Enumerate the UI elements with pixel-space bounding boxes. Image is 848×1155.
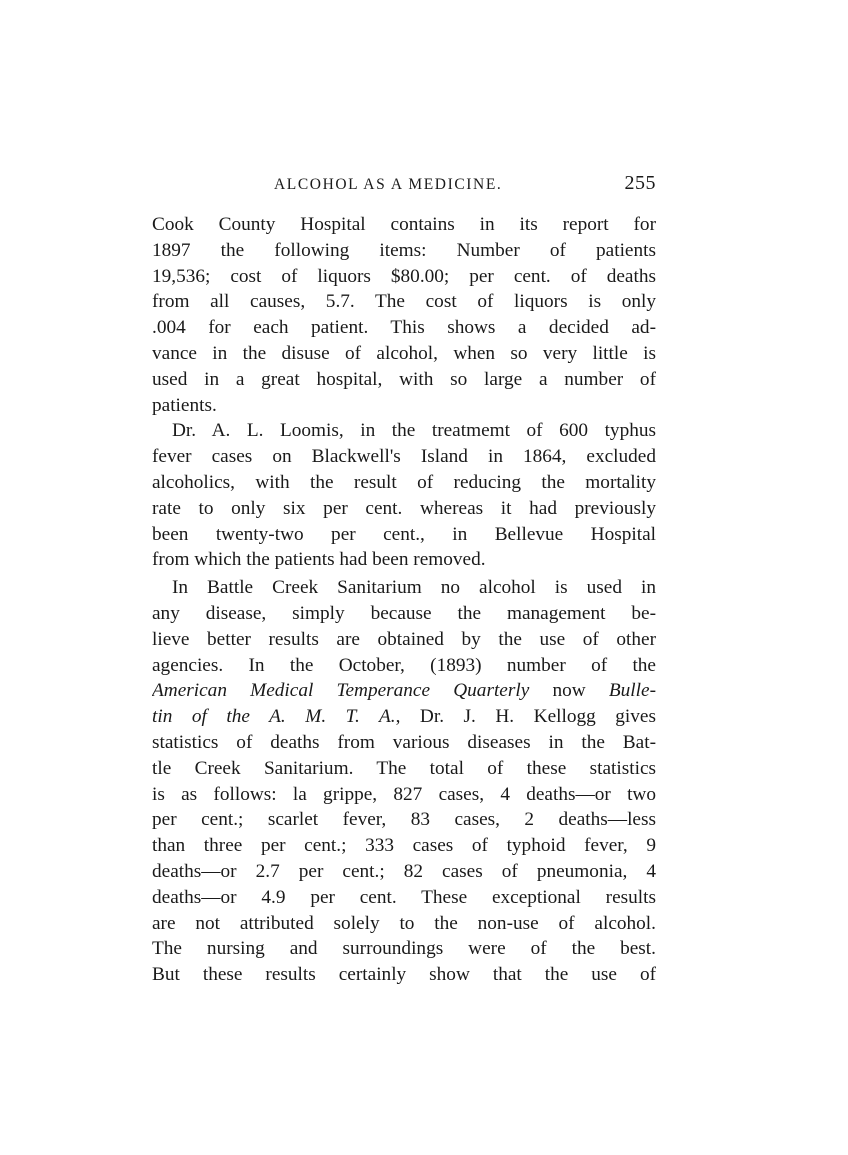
text-line: tle Creek Sanitarium. The total of these statistics — [152, 757, 656, 779]
kellogg-reference: , Dr. J. H. Kellogg gives — [395, 706, 656, 728]
text-line: from which the patients had been removed. — [152, 549, 486, 571]
text-line: are not attributed solely to the non-use of alcohol. — [152, 912, 656, 934]
text-line: deaths—or 2.7 per cent.; 82 cases of pneumonia, 4 — [152, 860, 656, 882]
text-line: statistics of deaths from various diseases in the Bat- — [152, 731, 656, 753]
text-line: than three per cent.; 333 cases of typhoid fever, 9 — [152, 835, 656, 857]
paragraph-battle-creek — [152, 575, 656, 988]
text-line: lieve better results are obtained by the use of other — [152, 628, 656, 650]
text-line-journal-continued — [152, 704, 656, 730]
text-line: 1897 the following items: Number of patients — [152, 239, 656, 261]
body-text — [152, 212, 656, 988]
text-line: .004 for each patient. This shows a decided ad- — [152, 317, 656, 339]
text-line: agencies. In the October, (1893) number of the — [152, 654, 656, 676]
text-line: vance in the disuse of alcohol, when so very little is — [152, 342, 656, 364]
text-line: used in a great hospital, with so large a number of — [152, 368, 656, 390]
text-line: In Battle Creek Sanitarium no alcohol is used in — [172, 577, 656, 599]
text-line: rate to only six per cent. whereas it had previously — [152, 497, 656, 519]
text-line: per cent.; scarlet fever, 83 cases, 2 deaths—less — [152, 809, 656, 831]
text-line: alcoholics, with the result of reducing the mortality — [152, 471, 656, 493]
journal-new-title-end: tin of the A. M. T. A. — [152, 706, 396, 728]
text-line: The nursing and surroundings were of the best. — [152, 938, 656, 960]
running-head: ALCOHOL AS A MEDICINE. — [274, 176, 503, 193]
page-number: 255 — [624, 172, 656, 194]
text-line: from all causes, 5.7. The cost of liquors is only — [152, 291, 656, 313]
text-line: any disease, simply because the management be- — [152, 602, 656, 624]
text-line: been twenty-two per cent., in Bellevue Hospital — [152, 523, 656, 545]
journal-connector: now — [529, 680, 609, 702]
text-line: 19,536; cost of liquors $80.00; per cent. of deaths — [152, 265, 656, 287]
page-header — [152, 172, 656, 200]
journal-new-title-start: Bulle- — [608, 680, 656, 702]
journal-title: American Medical Temperance Quarterly — [152, 680, 530, 702]
text-line: Cook County Hospital contains in its report for — [152, 214, 656, 235]
paragraph-cook-county — [152, 212, 656, 418]
text-line: But these results certainly show that the use of — [152, 964, 656, 986]
paragraph-loomis — [152, 418, 656, 573]
text-line: is as follows: la grippe, 827 cases, 4 deaths—or two — [152, 783, 656, 805]
text-line: fever cases on Blackwell's Island in 1864, excluded — [152, 446, 656, 468]
text-line: deaths—or 4.9 per cent. These exceptional results — [152, 886, 656, 908]
text-line: patients. — [152, 394, 217, 416]
text-line-journal-title — [152, 678, 656, 704]
text-line: Dr. A. L. Loomis, in the treatmemt of 600 typhus — [172, 420, 656, 442]
